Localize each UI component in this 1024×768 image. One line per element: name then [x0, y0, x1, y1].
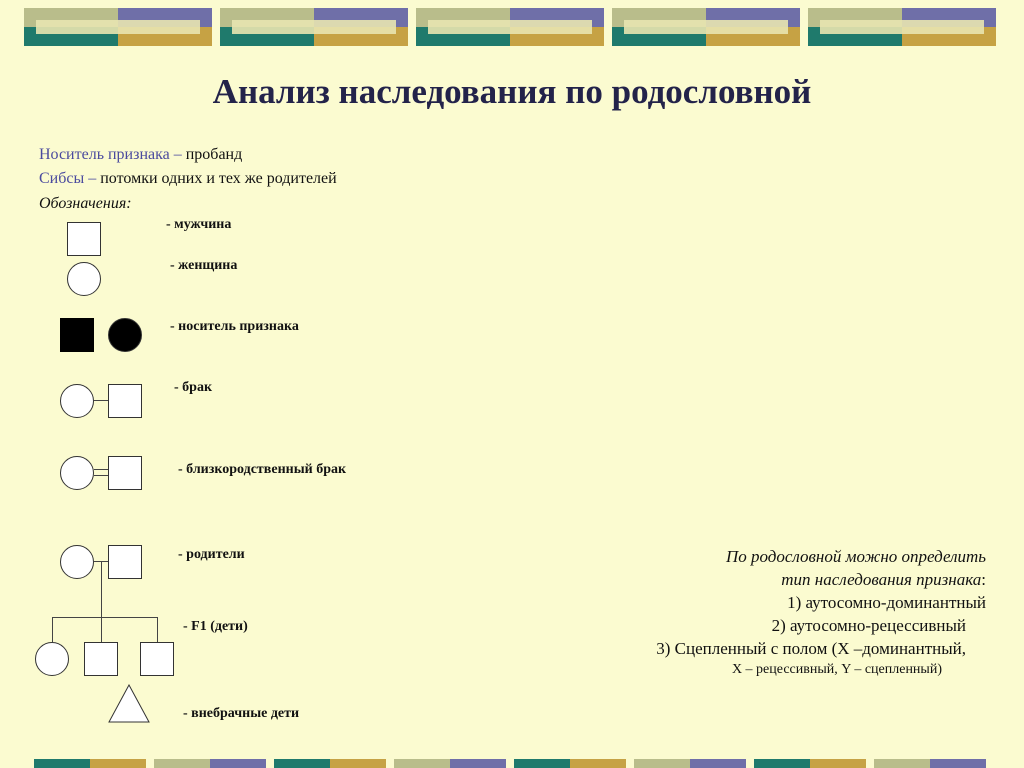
- double-line-bottom: [94, 475, 108, 476]
- child-line: [52, 617, 53, 642]
- child-male-symbol: [84, 642, 118, 676]
- double-line-top: [94, 469, 108, 470]
- legend-heading: Обозначения:: [39, 195, 132, 212]
- parent-female-symbol: [60, 545, 94, 579]
- carrier-female-symbol: [108, 318, 142, 352]
- label-f1: - F1 (дети): [183, 619, 248, 634]
- label-parents: - родители: [178, 547, 245, 562]
- label-male: - мужчина: [166, 217, 232, 232]
- note-intro-line1: По родословной можно определить: [725, 547, 986, 566]
- child-line: [157, 617, 158, 642]
- definition-sibs: [39, 170, 337, 188]
- label-marriage: - брак: [174, 380, 213, 395]
- note-intro-line2-row: [566, 568, 986, 591]
- consanguineous-female-symbol: [60, 456, 94, 490]
- definition-term: Носитель признака –: [39, 146, 182, 163]
- male-square-symbol: [67, 222, 101, 256]
- child-line: [101, 617, 102, 642]
- definition-text: потомки одних и тех же родителей: [96, 170, 337, 187]
- note-item: 3) Сцепленный с полом (Х –доминантный,: [656, 639, 966, 658]
- definition-term: Сибсы –: [39, 170, 97, 187]
- label-illegitimate: - внебрачные дети: [183, 706, 300, 721]
- illegitimate-child-triangle-symbol: [107, 684, 151, 724]
- carrier-male-symbol: [60, 318, 94, 352]
- label-consanguineous: - близкородственный брак: [178, 462, 347, 477]
- note-item: 2) аутосомно-рецессивный: [771, 616, 966, 635]
- inheritance-note: [566, 545, 986, 680]
- note-intro-colon: :: [981, 570, 986, 589]
- consanguineous-male-symbol: [108, 456, 142, 490]
- child-female-symbol: [35, 642, 69, 676]
- label-female: - женщина: [170, 258, 238, 273]
- page-title: Анализ наследования по родословной: [212, 72, 812, 111]
- decor-tile: [220, 8, 408, 46]
- decor-tile: [808, 8, 996, 46]
- child-male-symbol: [140, 642, 174, 676]
- note-intro-line2: тип наследования признака: [781, 570, 982, 589]
- definition-proband: [39, 146, 242, 164]
- marriage-male-symbol: [108, 384, 142, 418]
- note-item: 1) аутосомно-доминантный: [787, 593, 986, 612]
- decor-tile: [24, 8, 212, 46]
- parent-male-symbol: [108, 545, 142, 579]
- marriage-line: [94, 400, 108, 401]
- definition-text: пробанд: [181, 146, 243, 163]
- descent-line: [101, 561, 102, 617]
- note-continuation: Х – рецессивный, Y – сцепленный): [731, 662, 942, 677]
- sibship-line: [52, 617, 157, 618]
- decor-tile: [416, 8, 604, 46]
- label-carrier: - носитель признака: [170, 319, 299, 334]
- marriage-female-symbol: [60, 384, 94, 418]
- decor-tile: [612, 8, 800, 46]
- female-circle-symbol: [67, 262, 101, 296]
